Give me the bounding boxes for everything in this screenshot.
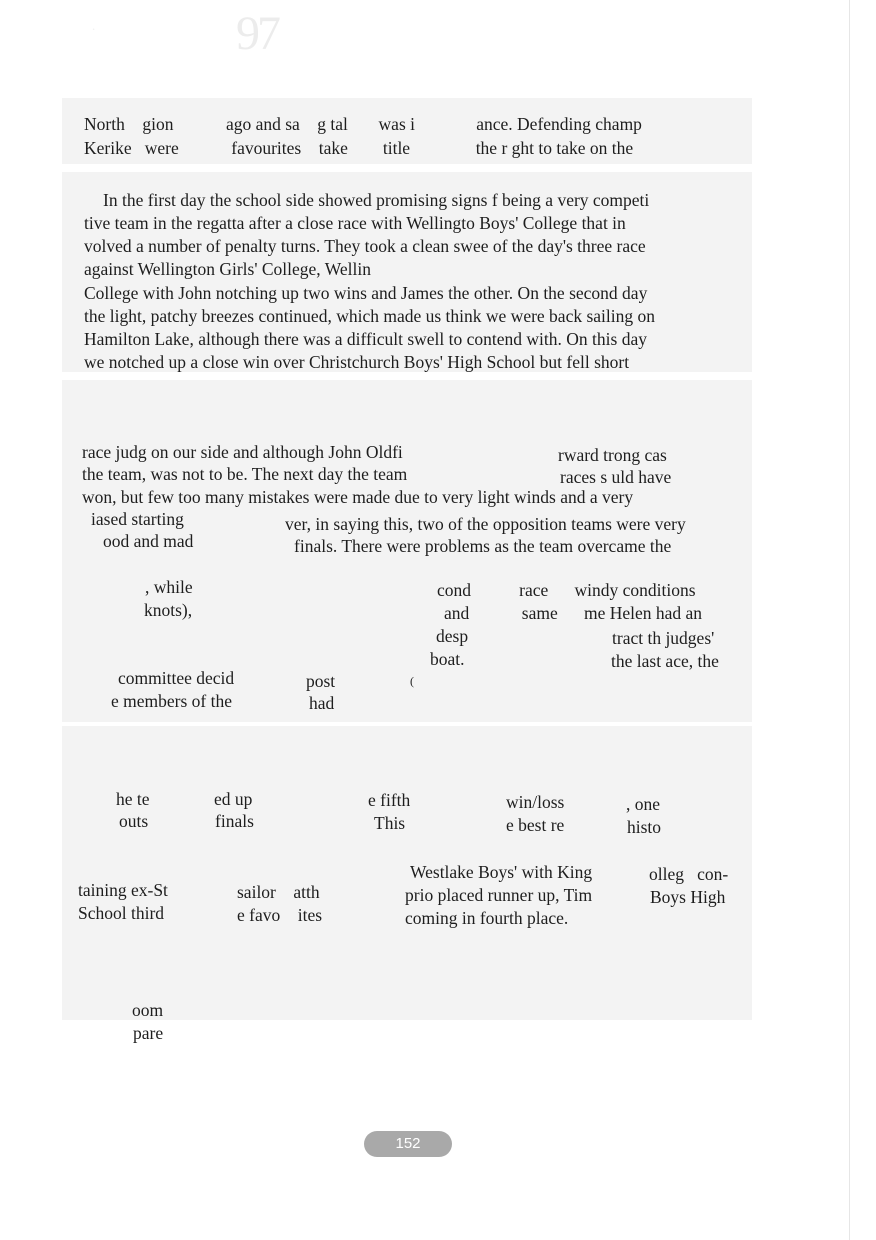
- text-line: oom: [132, 1000, 164, 1020]
- text-line: committee decid: [118, 668, 235, 688]
- text-line: School third: [78, 903, 165, 923]
- text-line: sailor atth: [237, 882, 320, 902]
- text-line: against Wellington Girls' College, Wellin: [84, 259, 371, 279]
- text-line: In the first day the school side showed promising signs f being a very competi: [103, 190, 650, 210]
- text-line: Hamilton Lake, although there was a difficult swell to contend with. On this day: [84, 329, 647, 349]
- text-line: Westlake Boys' with King: [410, 862, 593, 882]
- text-line: desp: [436, 626, 469, 646]
- text-line: race judg on our side and although John Oldfi: [82, 442, 403, 462]
- text-line: iased starting: [91, 509, 184, 529]
- text-line: , one: [626, 794, 661, 814]
- text-line: finals: [215, 811, 254, 831]
- text-line: e fifth: [368, 790, 411, 810]
- text-line: This: [374, 813, 406, 833]
- text-line: post: [306, 671, 336, 691]
- text-line: the team, was not to be. The next day the team: [82, 464, 408, 484]
- page-number-badge: 152: [364, 1131, 452, 1157]
- text-line: tive team in the regatta after a close race with Wellingto Boys' College that in: [84, 213, 626, 233]
- text-line: histo: [627, 817, 662, 837]
- text-line: races s uld have: [560, 467, 672, 487]
- year-watermark: 97: [236, 7, 278, 60]
- text-line: and same me Helen had an: [444, 603, 703, 623]
- text-line: Kerike were favourites take title the r ght to take on the: [84, 138, 634, 158]
- text-line: the last ace, the: [611, 651, 719, 671]
- text-line: ed up: [214, 789, 253, 809]
- text-line: cond race windy conditions: [437, 580, 696, 600]
- page-edge-line: [849, 0, 850, 1240]
- text-line: ood and mad: [103, 531, 194, 551]
- text-line: coming in fourth place.: [405, 908, 569, 928]
- text-line: (: [410, 674, 414, 688]
- text-line: prio placed runner up, Tim: [405, 885, 593, 905]
- text-line: the light, patchy breezes continued, which made us think we were back sailing on: [84, 306, 656, 326]
- text-line: finals. There were problems as the team overcame the: [294, 536, 672, 556]
- text-line: we notched up a close win over Christchurch Boys' High School but fell short: [84, 352, 630, 372]
- text-line: had: [309, 693, 335, 713]
- text-line: North gion ago and sa g tal was i ance. Defending champ: [84, 114, 642, 134]
- text-line: ver, in saying this, two of the opposition teams were very: [285, 514, 686, 534]
- text-line: knots),: [144, 600, 193, 620]
- text-line: taining ex-St: [78, 880, 168, 900]
- text-line: won, but few too many mistakes were made due to very light winds and a very: [82, 487, 634, 507]
- text-line: pare: [133, 1023, 164, 1043]
- text-line: olleg con-: [649, 864, 729, 884]
- text-line: Boys High: [650, 887, 726, 907]
- text-line: boat.: [430, 649, 465, 669]
- text-line: , while: [145, 577, 193, 597]
- text-line: College with John notching up two wins and James the other. On the second day: [84, 283, 648, 303]
- text-line: e best re: [506, 815, 565, 835]
- text-line: tract th judges': [612, 628, 715, 648]
- text-line: e members of the: [111, 691, 232, 711]
- running-header: .: [92, 18, 96, 33]
- text-line: outs: [119, 811, 149, 831]
- text-line: he te: [116, 789, 150, 809]
- text-line: win/loss: [506, 792, 565, 812]
- text-line: volved a number of penalty turns. They took a clean swee of the day's three race: [84, 236, 646, 256]
- text-line: e favo ites: [237, 905, 323, 925]
- text-line: rward trong cas: [558, 445, 667, 465]
